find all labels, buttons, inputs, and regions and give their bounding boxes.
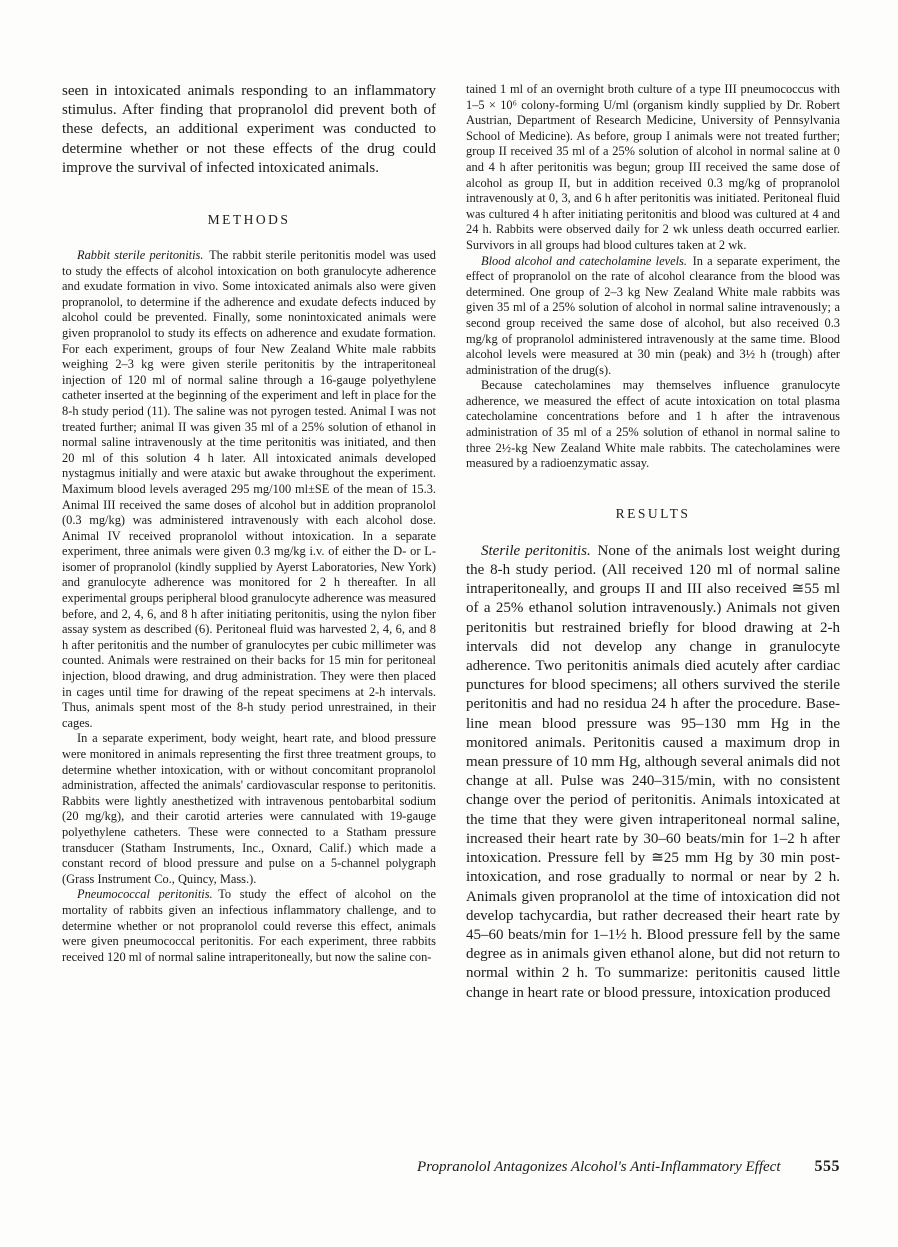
left-column (62, 82, 436, 1003)
paragraph-lead-rabbit-sterile-peritonitis: Rabbit sterile peritonitis. (77, 248, 204, 263)
paragraph-text: The rabbit sterile peritonitis model was used to study the effects of alcohol intoxication on both granulocyte adherence and exudate formation in vivo. Some intoxicated animals also were given propranolol, to determine if the adherence and exudate defects induced by alcohol could be prevented. Finally, some nonintoxicated animals were given propranolol to study its effects on adherence and exudate formation. For each experiment, groups of four New Zealand White male rabbits weighing 2–3 kg were given sterile peritonitis by the intraperitoneal injection of 120 ml of normal saline through a 16-gauge polyethylene catheter inserted at the beginning of the experiment and left in place for the 8-h study period (11). The saline was not pyrogen tested. Animal I was not treated further; animal II was given 35 ml of a 25% solution of ethanol in normal saline intravenously at the time peritonitis was initiated, and then 20 ml of this solution 4 h later. All intoxicated animals developed nystagmus initially and were ataxic but awake throughout the experiment. Maximum blood levels averaged 295 mg/100 ml±SE of the mean of 15.3. Animal III received the same doses of alcohol but in addition propranolol (0.3 mg/kg) was administered intravenously with each alcohol dose. Animal IV received propranolol without intoxication. In a separate experiment, three animals were given 0.3 mg/kg i.v. of either the D- or L-isomer of propranolol (kindly supplied by Ayerst Laboratories, New York) and granulocyte adherence was monitored for 2 h thereafter. In all experimental groups peripheral blood granulocyte adherence was measured before, and 2, 4, 6, and 8 h after initiating peritonitis, using the nylon fiber assay system as described (6). Peritoneal fluid was harvested 2, 4, 6, and 8 h after peritonitis and the number of granulocytes per cubic millimeter was counted. Animals were restrained on their backs for 15 min for peritoneal injection, blood drawing, and drug administration. They were then placed in cages until time for drawing of the repeat specimens at 2-h intervals. Thus, animals spent most of the 8-h study period unrestrained, in their cages. (62, 248, 436, 730)
methods-paragraph-6: Because catecholamines may themselves influence granulocyte adherence, we measured the effect of acute intoxication on total plasma catecholamine concentrations before and 1 h after the intravenous administration of 35 ml of a 25% solution of ethanol in normal saline to three 2½-kg New Zealand White male rabbits. The catecholamines were measured by a radioenzymatic assay. (466, 378, 840, 471)
paragraph-lead-sterile-peritonitis: Sterile peritonitis. (481, 542, 591, 559)
text-columns (62, 82, 840, 1003)
paragraph-text: None of the animals lost weight during the 8-h study period. (All received 120 ml of normal saline intraperitoneally, and groups II and III also received ≅55 ml of a 25% ethanol solution intravenously.) Animals not given peritonitis but restrained briefly for blood drawing at 2-h intervals did not develop any change in granulocyte adherence. Two peritonitis animals died acutely after cardiac punctures for blood specimens; all others survived the sterile peritonitis and had no residua 24 h after the procedure. Base-line mean blood pressure was 95–130 mm Hg in the monitored animals. Peritonitis caused a maximum drop in mean pressure of 10 mm Hg, although several animals did not change at all. Pulse was 240–315/min, with no consistent change over the period of peritonitis. Animals intoxicated at the time that they were given intraperitoneal normal saline, increased their heart rate by 30–60 beats/min for 1–2 h after intoxication. Pressure fell by ≅25 mm Hg by 30 min post-intoxication, and rose gradually to normal or near by 2 h. Animals given propranolol at the time of intoxication did not develop tachycardia, but rather decreased their heart rate by 45–60 beats/min for 1–1½ h. Blood pressure fell by the same degree as in animals given ethanol alone, but did not return to normal within 2 h. To summarize: peritonitis caused little change in heart rate or blood pressure, intoxication produced (466, 542, 840, 1001)
paragraph-lead-blood-alcohol-catecholamine: Blood alcohol and catecholamine levels. (481, 253, 687, 268)
methods-heading: METHODS (207, 212, 291, 228)
results-paragraph-1 (466, 542, 840, 1003)
page-footer (62, 1158, 840, 1176)
methods-paragraph-1 (62, 248, 436, 731)
running-title: Propranolol Antagonizes Alcohol's Anti-Inflammatory Effect (417, 1159, 781, 1175)
paragraph-lead-pneumococcal-peritonitis: Pneumococcal peritonitis. (77, 887, 213, 902)
paragraph-text: In a separate experiment, the effect of propranolol on the rate of alcohol clearance from the blood was determined. One group of 2–3 kg New Zealand White male rabbits was given 35 ml of a 25% solution of alcohol in normal saline intravenously; a second group received the same dose of alcohol, but also received 0.3 mg/kg of propranolol administered intravenously at the same time. Blood alcohol levels were measured at 30 min (peak) and 3½ h (trough) after administration of the drug(s). (466, 253, 841, 377)
methods-paragraph-4-continuation: tained 1 ml of an overnight broth culture of a type III pneumococcus with 1–5 × 10⁶ colony-forming U/ml (organism kindly supplied by Dr. Robert Austrian, Department of Research Medicine, University of Pennsylvania School of Medicine). As before, group I animals were not treated further; group II received 35 ml of a 25% solution of alcohol in normal saline at 0 and 4 h after peritonitis was begun; group III received the same dose of alcohol as group II, but in addition received 0.3 mg/kg of propranolol intravenously at 0, 3, and 6 h after peritonitis was initiated. Peritoneal fluid was cultured 4 h after initiating peritonitis and blood was cultured at 4 and 24 h. Rabbits were observed daily for 2 wk unless death occurred earlier. Survivors in all groups had blood cultures taken at 2 wk. (466, 82, 840, 252)
methods-paragraph-3 (62, 887, 436, 965)
results-heading: RESULTS (615, 505, 691, 521)
methods-paragraph-2: In a separate experiment, body weight, heart rate, and blood pressure were monitored in animals representing the first three treatment groups, to determine whether intoxication, with or without concomitant propranolol administration, affected the animals' cardiovascular response to peritonitis. Rabbits were lightly anesthetized with intravenous pentobarbital sodium (20 mg/kg), and their carotid arteries were cannulated with 19-gauge polyethylene catheters. These were connected to a Statham pressure transducer (Statham Instruments, Inc., Oxnard, Calif.) which made a constant record of blood pressure and pulse on a 5-channel polygraph (Grass Instrument Co., Quincy, Mass.). (62, 731, 436, 886)
methods-paragraph-5 (466, 254, 840, 379)
page-number: 555 (814, 1158, 840, 1175)
paragraph-text: To study the effect of alcohol on the mortality of rabbits given an infectious inflammatory challenge, and to determine whether or not propranolol could reverse this effect, animals were given pneumococcal peritonitis. For each experiment, three rabbits received 120 ml of normal saline intraperitoneally, but now the saline con- (62, 887, 437, 964)
intro-paragraph: seen in intoxicated animals responding to an inflammatory stimulus. After finding that propranolol did prevent both of these defects, an additional experiment was conducted to determine whether or not these effects of the drug could improve the survival of infected intoxicated animals. (62, 83, 436, 176)
right-column (466, 82, 840, 1003)
